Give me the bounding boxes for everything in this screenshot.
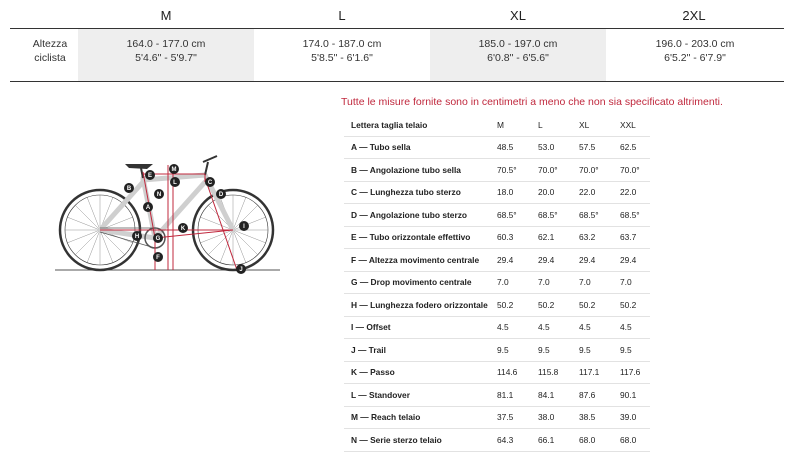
row-value: 4.5 bbox=[497, 316, 538, 339]
table-row bbox=[344, 271, 650, 294]
row-measure-name: F — Altezza movimento centrale bbox=[344, 249, 497, 272]
row-value: 70.0° bbox=[620, 159, 650, 182]
row-value: 9.5 bbox=[538, 339, 579, 362]
row-value: 29.4 bbox=[620, 249, 650, 272]
table-header-row bbox=[344, 114, 650, 136]
row-value: 50.2 bbox=[497, 294, 538, 317]
height-cm: 185.0 - 197.0 cm bbox=[478, 38, 558, 50]
row-value: 53.0 bbox=[538, 136, 579, 159]
svg-text:B: B bbox=[126, 186, 132, 192]
row-measure-name: A — Tubo sella bbox=[344, 136, 497, 159]
table-row bbox=[344, 226, 650, 249]
row-measure-name: M — Reach telaio bbox=[344, 406, 497, 429]
row-value: 70.0° bbox=[579, 159, 620, 182]
row-value: 68.0 bbox=[620, 429, 650, 452]
row-value: 68.5° bbox=[497, 204, 538, 227]
marker-h bbox=[132, 231, 142, 241]
row-value: 68.5° bbox=[538, 204, 579, 227]
marker-j bbox=[236, 264, 246, 274]
row-value: 117.1 bbox=[579, 361, 620, 384]
height-ft: 5'8.5" - 6'1.6" bbox=[311, 52, 373, 64]
svg-text:C: C bbox=[207, 180, 213, 186]
row-measure-name: E — Tubo orizzontale effettivo bbox=[344, 226, 497, 249]
marker-b bbox=[124, 183, 134, 193]
marker-a bbox=[143, 202, 153, 212]
row-value: 114.6 bbox=[497, 361, 538, 384]
height-cell-xl bbox=[430, 29, 606, 81]
row-value: 22.0 bbox=[579, 181, 620, 204]
row-value: 66.1 bbox=[538, 429, 579, 452]
row-value: 37.5 bbox=[497, 406, 538, 429]
marker-g bbox=[153, 233, 163, 243]
table-row bbox=[344, 204, 650, 227]
row-value: 7.0 bbox=[579, 271, 620, 294]
row-value: 50.2 bbox=[620, 294, 650, 317]
size-col-l: L bbox=[338, 8, 346, 23]
row-value: 57.5 bbox=[579, 136, 620, 159]
height-cm: 174.0 - 187.0 cm bbox=[302, 38, 382, 50]
row-measure-name: J — Trail bbox=[344, 339, 497, 362]
marker-c bbox=[205, 177, 215, 187]
table-row bbox=[344, 316, 650, 339]
marker-e bbox=[145, 170, 155, 180]
row-value: 81.1 bbox=[497, 384, 538, 407]
row-measure-name: I — Offset bbox=[344, 316, 497, 339]
row-value: 70.5° bbox=[497, 159, 538, 182]
header-frame-size: Lettera taglia telaio bbox=[344, 114, 497, 136]
header-size: L bbox=[538, 114, 579, 136]
row-value: 50.2 bbox=[538, 294, 579, 317]
row-value: 29.4 bbox=[579, 249, 620, 272]
row-value: 7.0 bbox=[620, 271, 650, 294]
svg-text:H: H bbox=[134, 234, 140, 240]
row-measure-name: D — Angolazione tubo sterzo bbox=[344, 204, 497, 227]
size-col-xl: XL bbox=[510, 8, 526, 23]
row-value: 4.5 bbox=[579, 316, 620, 339]
saddle bbox=[125, 164, 153, 169]
row-value: 22.0 bbox=[620, 181, 650, 204]
svg-text:J: J bbox=[239, 267, 243, 273]
marker-n bbox=[154, 189, 164, 199]
row-value: 87.6 bbox=[579, 384, 620, 407]
svg-text:N: N bbox=[156, 192, 162, 198]
svg-text:I: I bbox=[243, 224, 245, 230]
row-measure-name: L — Standover bbox=[344, 384, 497, 407]
size-header bbox=[10, 0, 784, 29]
row-value: 63.2 bbox=[579, 226, 620, 249]
row-value: 48.5 bbox=[497, 136, 538, 159]
table-row bbox=[344, 406, 650, 429]
row-value: 62.5 bbox=[620, 136, 650, 159]
row-value: 68.5° bbox=[620, 204, 650, 227]
height-ft: 6'5.2" - 6'7.9" bbox=[664, 52, 726, 64]
row-measure-name: G — Drop movimento centrale bbox=[344, 271, 497, 294]
row-measure-name: N — Serie sterzo telaio bbox=[344, 429, 497, 452]
marker-f bbox=[153, 252, 163, 262]
svg-text:A: A bbox=[145, 205, 151, 211]
height-cm: 196.0 - 203.0 cm bbox=[655, 38, 735, 50]
table-row bbox=[344, 384, 650, 407]
height-cell-2xl bbox=[606, 29, 784, 81]
row-value: 18.0 bbox=[497, 181, 538, 204]
geometry-table bbox=[344, 114, 650, 452]
table-row bbox=[344, 249, 650, 272]
row-value: 7.0 bbox=[538, 271, 579, 294]
row-value: 20.0 bbox=[538, 181, 579, 204]
row-value: 50.2 bbox=[579, 294, 620, 317]
height-ft: 5'4.6" - 5'9.7" bbox=[135, 52, 197, 64]
svg-text:G: G bbox=[155, 236, 161, 242]
row-value: 7.0 bbox=[497, 271, 538, 294]
table-row bbox=[344, 159, 650, 182]
row-value: 4.5 bbox=[538, 316, 579, 339]
height-cell-m bbox=[78, 29, 254, 81]
row-measure-name: B — Angolazione tubo sella bbox=[344, 159, 497, 182]
marker-l bbox=[170, 177, 180, 187]
svg-text:D: D bbox=[218, 192, 224, 198]
table-row bbox=[344, 136, 650, 159]
marker-k bbox=[178, 223, 188, 233]
row-value: 62.1 bbox=[538, 226, 579, 249]
row-value: 60.3 bbox=[497, 226, 538, 249]
header-size: XL bbox=[579, 114, 620, 136]
row-value: 38.5 bbox=[579, 406, 620, 429]
row-value: 70.0° bbox=[538, 159, 579, 182]
table-row bbox=[344, 339, 650, 362]
header-size: XXL bbox=[620, 114, 650, 136]
svg-text:M: M bbox=[171, 167, 177, 173]
row-value: 117.6 bbox=[620, 361, 650, 384]
row-value: 115.8 bbox=[538, 361, 579, 384]
row-measure-name: K — Passo bbox=[344, 361, 497, 384]
row-value: 39.0 bbox=[620, 406, 650, 429]
svg-text:E: E bbox=[147, 173, 153, 179]
svg-text:K: K bbox=[180, 226, 186, 232]
row-value: 68.0 bbox=[579, 429, 620, 452]
row-value: 9.5 bbox=[579, 339, 620, 362]
row-value: 63.7 bbox=[620, 226, 650, 249]
header-size: M bbox=[497, 114, 538, 136]
table-row bbox=[344, 294, 650, 317]
height-cell-l bbox=[254, 29, 430, 81]
row-value: 38.0 bbox=[538, 406, 579, 429]
row-value: 4.5 bbox=[620, 316, 650, 339]
svg-text:L: L bbox=[173, 180, 177, 186]
marker-m bbox=[169, 164, 179, 174]
size-col-m: M bbox=[160, 8, 172, 23]
height-ft: 6'0.8" - 6'5.6" bbox=[487, 52, 549, 64]
row-value: 68.5° bbox=[579, 204, 620, 227]
bike-geometry-diagram bbox=[55, 150, 285, 280]
row-value: 90.1 bbox=[620, 384, 650, 407]
marker-i bbox=[239, 221, 249, 231]
row-measure-name: C — Lunghezza tubo sterzo bbox=[344, 181, 497, 204]
table-row bbox=[344, 181, 650, 204]
size-col-2xl: 2XL bbox=[682, 8, 706, 23]
rider-height-row bbox=[10, 29, 784, 82]
rider-height-label: Altezza ciclista bbox=[32, 38, 68, 64]
marker-d bbox=[216, 189, 226, 199]
row-value: 84.1 bbox=[538, 384, 579, 407]
svg-text:F: F bbox=[156, 255, 160, 261]
table-row bbox=[344, 429, 650, 452]
height-cm: 164.0 - 177.0 cm bbox=[126, 38, 206, 50]
row-value: 29.4 bbox=[538, 249, 579, 272]
row-value: 64.3 bbox=[497, 429, 538, 452]
row-value: 9.5 bbox=[497, 339, 538, 362]
table-row bbox=[344, 361, 650, 384]
row-measure-name: H — Lunghezza fodero orizzontale bbox=[344, 294, 497, 317]
row-value: 29.4 bbox=[497, 249, 538, 272]
row-value: 9.5 bbox=[620, 339, 650, 362]
units-note: Tutte le misure fornite sono in centimetri a meno che non sia specificato altrimenti. bbox=[341, 96, 723, 108]
